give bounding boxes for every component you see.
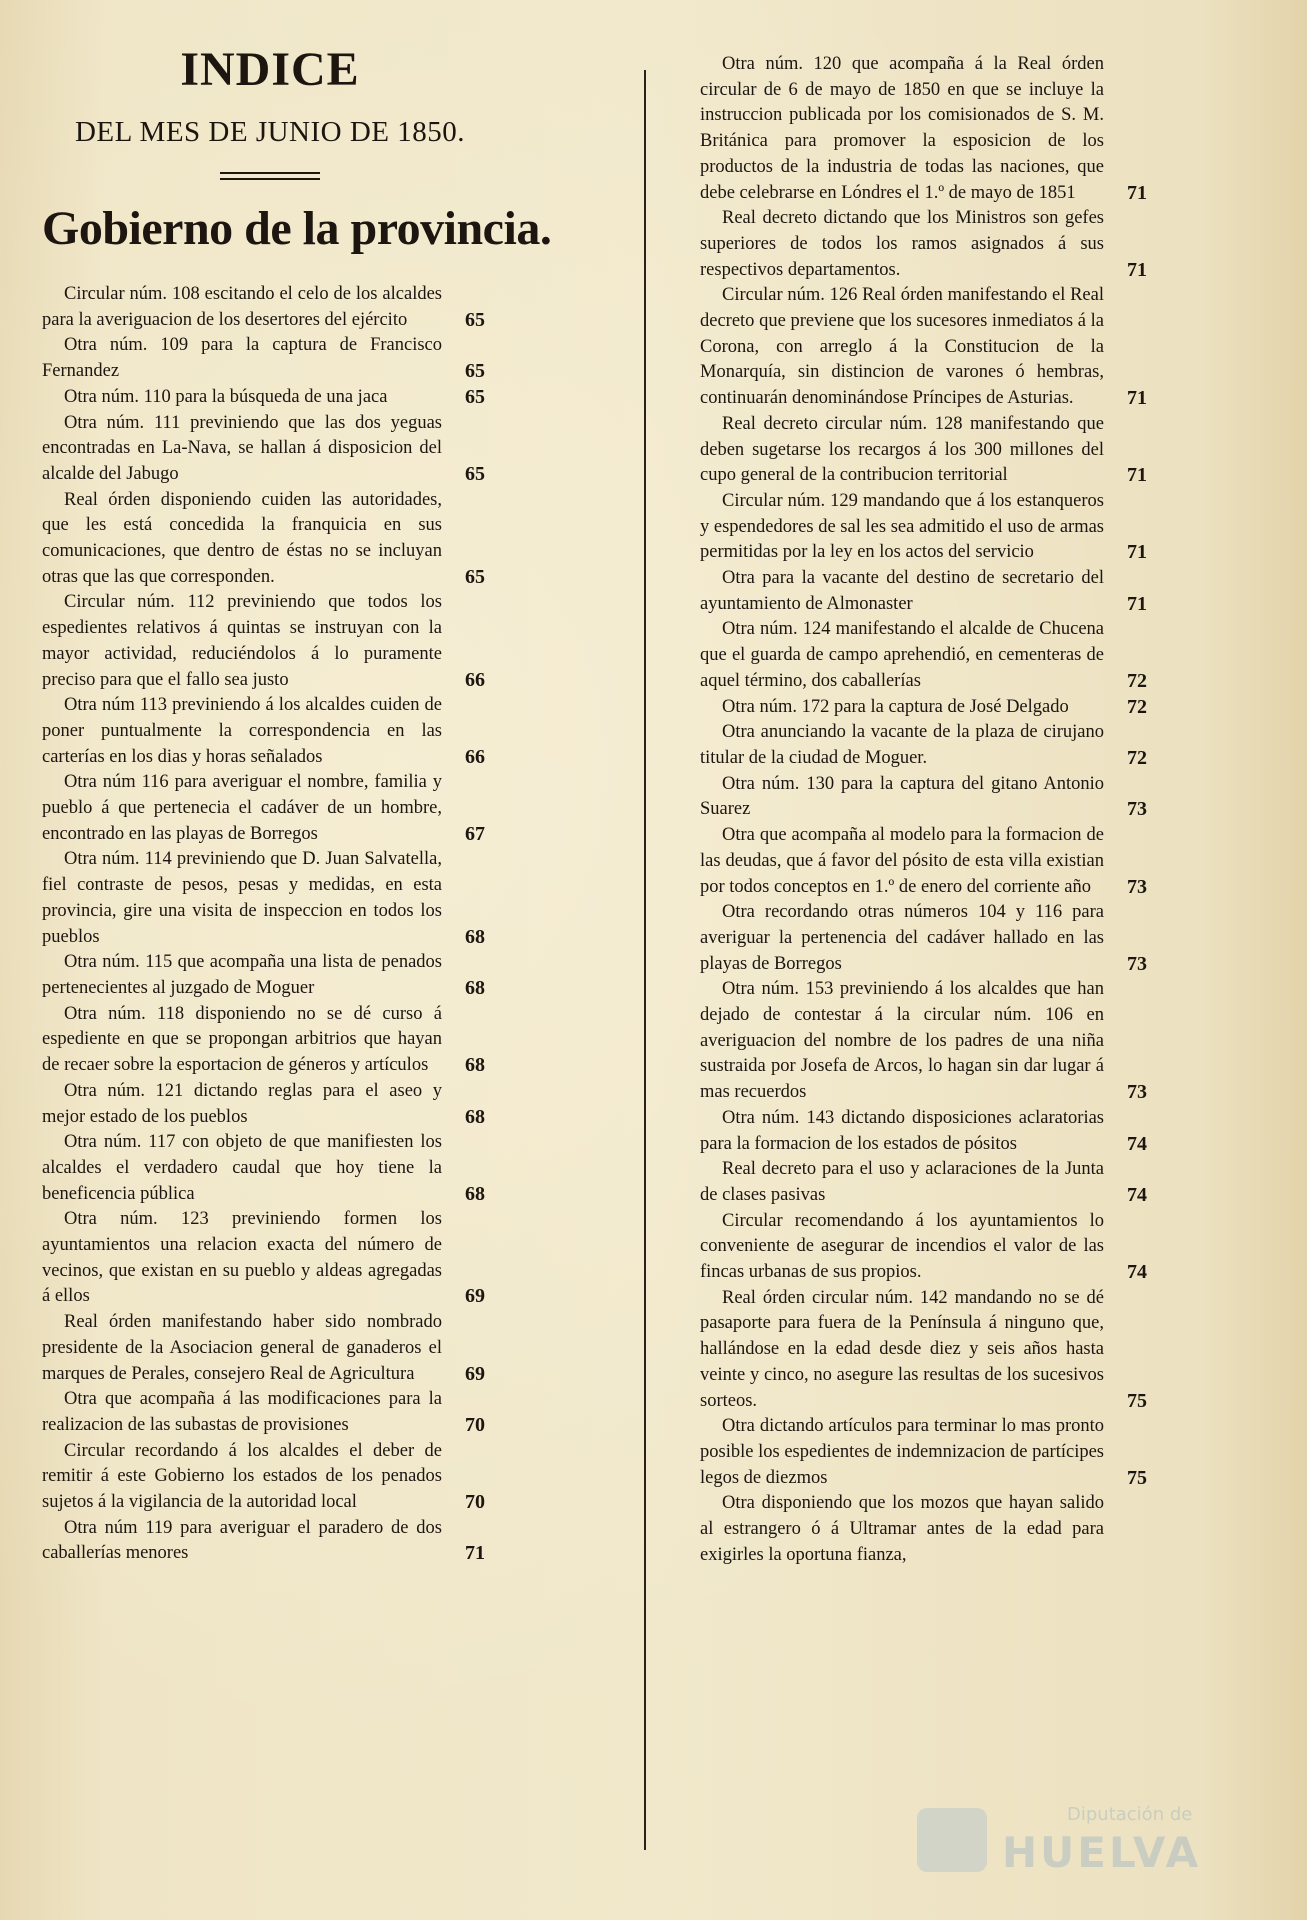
watermark-small-text: Diputación de — [1067, 1804, 1193, 1825]
entry-page-number: 71 — [1127, 464, 1147, 487]
entry-page-number: 71 — [1127, 541, 1147, 564]
entry-text: Real decreto dictando que los Ministros son gefes superiores de todos los ramos asignados á sus respectivos departamentos. — [700, 208, 1104, 280]
entry-text: Otra anunciando la vacante de la plaza de cirujano titular de la ciudad de Moguer. — [700, 722, 1104, 768]
entry-page-number: 74 — [1127, 1183, 1147, 1206]
index-entry — [42, 950, 498, 1001]
entry-text: Otra núm. 114 previniendo que D. Juan Salvatella, fiel contraste de pesos, pesas y medidas, en esta provincia, gire una visita de inspeccion en todos los pueblos — [42, 849, 442, 947]
index-entry — [700, 977, 1160, 1106]
entry-page-number: 71 — [1127, 181, 1147, 204]
entry-text: Real órden circular núm. 142 mandando no se dé pasaporte para fuera de la Península á ninguno que, hallándose en la edad desde diez y seis años hasta veinte y cinco, no asegure las resultas de los sucesivos sorteos. — [700, 1287, 1104, 1411]
entry-page-number: 65 — [465, 385, 485, 408]
index-entry — [700, 695, 1160, 721]
entry-page-number: 72 — [1127, 669, 1147, 692]
index-entry — [700, 1414, 1160, 1491]
index-entry — [700, 772, 1160, 823]
entry-text: Otra núm. 110 para la búsqueda de una jaca — [64, 386, 388, 407]
entry-page-number: 71 — [1127, 258, 1147, 281]
entry-page-number: 73 — [1127, 1081, 1147, 1104]
entry-text: Real órden disponiendo cuiden las autoridades, que les está concedida la franquicia en sus comunicaciones, que dentro de éstas no se incluyan otras que las que corresponden. — [42, 489, 442, 587]
entry-text: Otra núm 113 previniendo á los alcaldes cuiden de poner puntualmente la correspondencia en las carterías en los dias y horas señalados — [42, 695, 442, 767]
entry-page-number: 65 — [465, 462, 485, 485]
index-entry — [42, 1516, 498, 1567]
entry-page-number: 65 — [465, 360, 485, 383]
entry-text: Otra núm. 123 previniendo formen los ayuntamientos una relacion exacta del número de vecinos, que existan en su pueblo y aldeas agregadas á ellos — [42, 1209, 442, 1307]
entry-text: Circular núm. 129 mandando que á los estanqueros y espendedores de sal les sea admitido el uso de armas permitidas por la ley en los actos del servicio — [700, 490, 1104, 563]
index-entry — [700, 720, 1160, 771]
entry-text: Otra recordando otras números 104 y 116 para averiguar la pertenencia del cadáver hallado en las playas de Borregos — [700, 902, 1104, 974]
entry-page-number: 70 — [465, 1413, 485, 1436]
index-entry — [42, 1439, 498, 1516]
index-entry — [42, 1387, 498, 1438]
index-entry — [42, 385, 498, 411]
index-entry — [42, 1130, 498, 1207]
column-divider — [644, 70, 646, 1850]
index-entry — [700, 617, 1160, 694]
index-entry — [42, 1207, 498, 1310]
entry-text: Otra dictando artículos para terminar lo mas pronto posible los espedientes de indemnizacion de partícipes legos de diezmos — [700, 1416, 1104, 1488]
entry-page-number: 73 — [1127, 798, 1147, 821]
title-rule — [220, 172, 320, 180]
entry-page-number: 68 — [465, 976, 485, 999]
index-entry — [42, 488, 498, 591]
entry-text: Otra que acompaña al modelo para la formacion de las deudas, que á favor del pósito de esta villa existian por todos conceptos en 1.º de enero del corriente año — [700, 825, 1104, 897]
entry-page-number: 71 — [1127, 592, 1147, 615]
entry-page-number: 68 — [465, 1182, 485, 1205]
entry-text: Circular recordando á los alcaldes el deber de remitir á este Gobierno los estados de los penados sujetos á la vigilancia de la autoridad local — [42, 1440, 442, 1513]
archive-watermark — [917, 1800, 1247, 1880]
index-entry — [700, 489, 1160, 566]
index-entry — [42, 1002, 498, 1079]
section-heading: Gobierno de la provincia. — [42, 202, 552, 255]
entry-text: Circular núm. 126 Real órden manifestando el Real decreto que previene que los sucesores inmediatos á la Corona, con arreglo á la Constitucion de la Monarquía, sin distincion de varones ó hembras, continuarán denominándose Príncipes de Asturias. — [700, 285, 1104, 409]
index-entry — [700, 566, 1160, 617]
entry-text: Otra núm. 115 que acompaña una lista de penados pertenecientes al juzgado de Moguer — [42, 952, 442, 998]
index-entry — [700, 283, 1160, 412]
entry-page-number: 75 — [1127, 1389, 1147, 1412]
entry-page-number: 66 — [465, 668, 485, 691]
entry-page-number: 69 — [465, 1285, 485, 1308]
entry-page-number: 71 — [465, 1542, 485, 1565]
entry-text: Real decreto circular núm. 128 manifestando que deben sugetarse los recargos á los 300 millones del cupo general de la contribucion territorial — [700, 413, 1104, 486]
index-entry — [700, 412, 1160, 489]
entry-page-number: 73 — [1127, 875, 1147, 898]
index-entry — [700, 1491, 1160, 1568]
index-entry — [42, 333, 498, 384]
entry-text: Otra núm. 117 con objeto de que manifiesten los alcaldes el verdadero caudal que hoy tiene la beneficencia pública — [42, 1132, 442, 1204]
index-entry — [42, 770, 498, 847]
entry-text: Real órden manifestando haber sido nombrado presidente de la Asociacion general de ganaderos el marques de Perales, consejero Real de Agricultura — [42, 1312, 442, 1384]
entry-page-number: 68 — [465, 1105, 485, 1128]
entry-text: Otra para la vacante del destino de secretario del ayuntamiento de Almonaster — [700, 568, 1104, 614]
entry-page-number: 75 — [1127, 1466, 1147, 1489]
watermark-text: HUELVA — [1002, 1828, 1202, 1877]
entry-page-number: 74 — [1127, 1261, 1147, 1284]
index-entry — [700, 206, 1160, 283]
index-entry — [700, 52, 1160, 206]
entry-page-number: 68 — [465, 1054, 485, 1077]
entry-text: Otra disponiendo que los mozos que hayan salido al estrangero ó á Ultramar antes de la edad para exigirles la oportuna fianza, — [700, 1493, 1104, 1565]
entry-text: Otra núm 119 para averiguar el paradero de dos caballerías menores — [42, 1517, 442, 1564]
entry-text: Otra núm. 120 que acompaña á la Real órden circular de 6 de mayo de 1850 en que se incluye la instruccion publicada por los comisionados de S. M. Británica para promover la esposicion de los productos de la industria de todas las naciones, que debe celebrarse en Lóndres el 1.º de mayo de 1851 — [700, 54, 1104, 203]
index-entry — [42, 282, 498, 333]
entry-text: Otra que acompaña á las modificaciones para la realizacion de las subastas de provisiones — [42, 1389, 442, 1435]
entry-text: Real decreto para el uso y aclaraciones de la Junta de clases pasivas — [700, 1159, 1104, 1205]
index-subtitle: DEL MES DE JUNIO DE 1850. — [74, 116, 465, 148]
index-entry — [42, 693, 498, 770]
entry-page-number: 66 — [465, 745, 485, 768]
right-entry-list — [700, 52, 1160, 1568]
entry-page-number: 72 — [1127, 695, 1147, 718]
entry-text: Circular núm. 108 escitando el celo de los alcaldes para la averiguacion de los desertores del ejército — [42, 284, 442, 330]
archive-logo-icon — [917, 1808, 987, 1872]
entry-text: Otra núm. 121 dictando reglas para el aseo y mejor estado de los pueblos — [42, 1080, 442, 1127]
entry-text: Otra núm. 118 disponiendo no se dé curso á espediente en que se propongan arbitrios que hayan de recaer sobre la esportacion de géneros y artículos — [42, 1003, 442, 1076]
index-entry — [700, 1106, 1160, 1157]
entry-text: Otra núm. 111 previniendo que las dos yeguas encontradas en La-Nava, se hallan á disposicion del alcalde del Jabugo — [42, 412, 442, 484]
index-title: INDICE — [180, 43, 360, 96]
entry-page-number: 65 — [465, 565, 485, 588]
entry-page-number: 70 — [465, 1491, 485, 1514]
entry-page-number: 71 — [1127, 387, 1147, 410]
entry-text: Otra núm. 109 para la captura de Francisco Fernandez — [42, 335, 442, 382]
index-entry — [700, 823, 1160, 900]
entry-page-number: 74 — [1127, 1132, 1147, 1155]
entry-text: Otra núm. 124 manifestando el alcalde de Chucena que el guarda de campo aprehendió, en cementeras de aquel término, dos caballerías — [700, 619, 1104, 691]
left-entry-list — [42, 282, 498, 1567]
index-entry — [700, 1209, 1160, 1286]
entry-text: Otra núm 116 para averiguar el nombre, familia y pueblo á que pertenecia el cadáver de un hombre, encontrado en las playas de Borregos — [42, 772, 442, 844]
entry-page-number: 69 — [465, 1362, 485, 1385]
index-entry — [42, 411, 498, 488]
index-entry — [42, 847, 498, 950]
entry-text: Otra núm. 143 dictando disposiciones aclaratorias para la formacion de los estados de pósitos — [700, 1107, 1104, 1154]
entry-page-number: 67 — [465, 822, 485, 845]
entry-page-number: 73 — [1127, 952, 1147, 975]
entry-text: Circular núm. 112 previniendo que todos los espedientes relativos á quintas se instruyan con la mayor actividad, reduciéndolos á lo puramente preciso para que el fallo sea justo — [42, 592, 442, 690]
entry-page-number: 68 — [465, 925, 485, 948]
index-entry — [42, 1079, 498, 1130]
right-column — [700, 52, 1160, 1568]
left-column — [42, 40, 552, 1567]
entry-text: Otra núm. 153 previniendo á los alcaldes que han dejado de contestar á la circular núm. 106 en averiguacion del nombre de los padres de una niña sustraida por Josefa de Arcos, lo hagan sin dar lugar á mas recuerdos — [700, 979, 1104, 1103]
entry-page-number: 65 — [465, 308, 485, 331]
index-entry — [700, 1286, 1160, 1415]
entry-text: Otra núm. 130 para la captura del gitano Antonio Suarez — [700, 773, 1104, 820]
entry-text: Circular recomendando á los ayuntamientos lo conveniente de asegurar de incendios el valor de las fincas urbanas de sus propios. — [700, 1210, 1104, 1283]
entry-text: Otra núm. 172 para la captura de José Delgado — [722, 696, 1069, 717]
index-entry — [42, 1310, 498, 1387]
index-entry — [700, 1157, 1160, 1208]
index-entry — [700, 900, 1160, 977]
index-entry — [42, 590, 498, 693]
entry-page-number: 72 — [1127, 746, 1147, 769]
